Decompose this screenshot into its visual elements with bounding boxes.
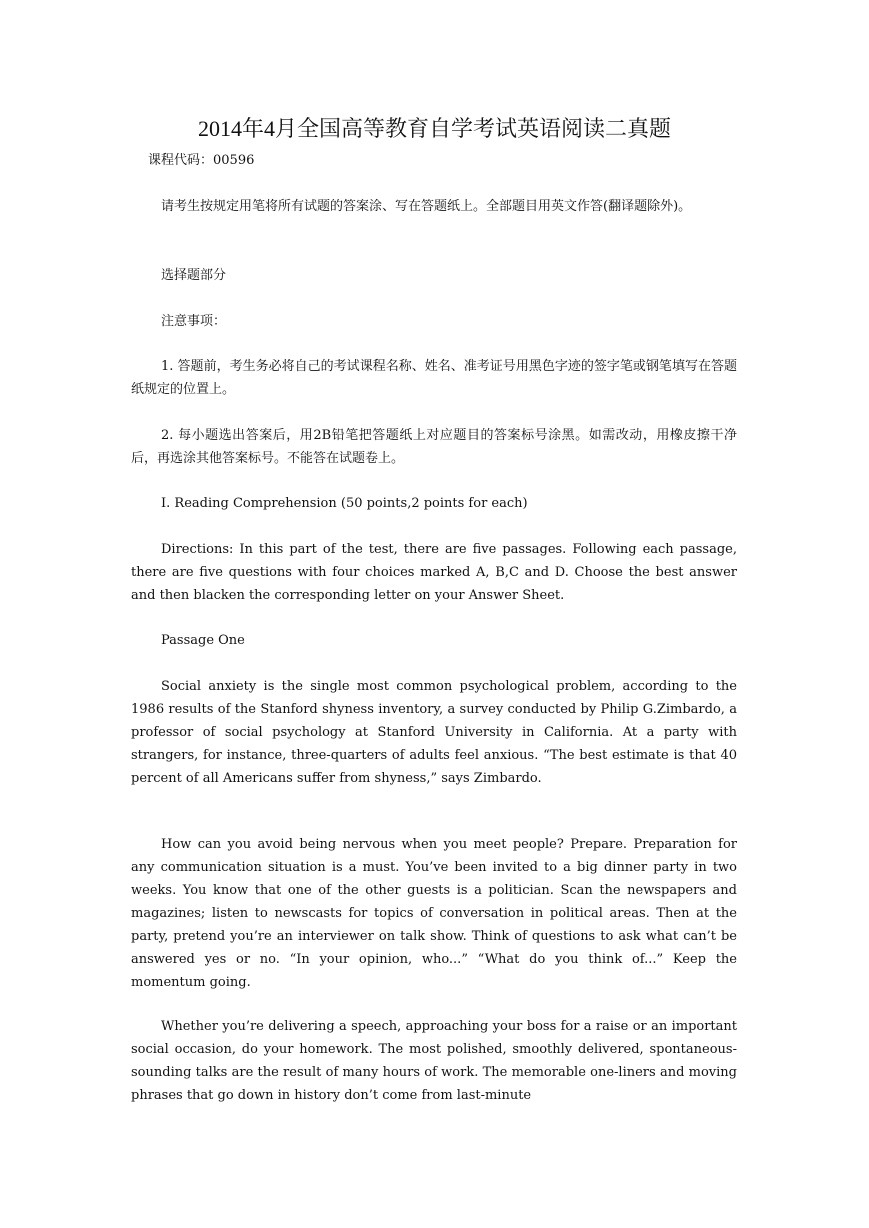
directions-paragraph: Directions: In this part of the test, there are five passages. Following each passage, there are five questions with four choices marked A, B,C and D. Choose the best answer and then blacken the corresponding letter on your Answer Sheet. bbox=[131, 542, 737, 603]
notice-item-2: 2. 每小题选出答案后，用2B铅笔把答题纸上对应题目的答案标号涂黑。如需改动，用橡皮擦干净后，再选涂其他答案标号。不能答在试题卷上。 bbox=[131, 428, 737, 466]
course-code: 课程代码：00596 bbox=[148, 153, 255, 168]
document-title: 2014年4月全国高等教育自学考试英语阅读二真题 bbox=[197, 116, 671, 141]
part-heading: I. Reading Comprehension (50 points,2 points for each) bbox=[161, 496, 528, 511]
exam-instructions: 请考生按规定用笔将所有试题的答案涂、写在答题纸上。全部题目用英文作答(翻译题除外)。 bbox=[161, 199, 692, 214]
passage-paragraph-2: How can you avoid being nervous when you meet people? Prepare. Preparation for any communication situation is a must. You’ve been invited to a big dinner party in two weeks. You know that one of the other guests is a politician. Scan the newspapers and magazines; listen to newscasts for topics of conversation in political areas. Then at the party, pretend you’re an interviewer on talk show. Think of questions to ask what can’t be answered yes or no. “In your opinion, who...” “What do you think of...” Keep the momentum going. bbox=[131, 837, 737, 990]
passage-title: Passage One bbox=[161, 633, 245, 648]
notice-item-1: 1. 答题前，考生务必将自己的考试课程名称、姓名、准考证号用黑色字迹的签字笔或钢笔填写在答题纸规定的位置上。 bbox=[131, 359, 737, 397]
section-label: 选择题部分 bbox=[161, 268, 227, 283]
passage-paragraph-3: Whether you’re delivering a speech, approaching your boss for a raise or an important social occasion, do your homework. The most polished, smoothly delivered, spontaneous-sounding talks are the result of many hours of work. The memorable one-liners and moving phrases that go down in history don’t come from last-minute bbox=[131, 1019, 737, 1103]
notice-heading: 注意事项： bbox=[161, 314, 227, 329]
passage-paragraph-1: Social anxiety is the single most common psychological problem, according to the 1986 results of the Stanford shyness inventory, a survey conducted by Philip G.Zimbardo, a professor of social psychology at Stanford University in California. At a party with strangers, for instance, three-quarters of adults feel anxious. “The best estimate is that 40 percent of all Americans suffer from shyness,” says Zimbardo. bbox=[131, 679, 737, 786]
